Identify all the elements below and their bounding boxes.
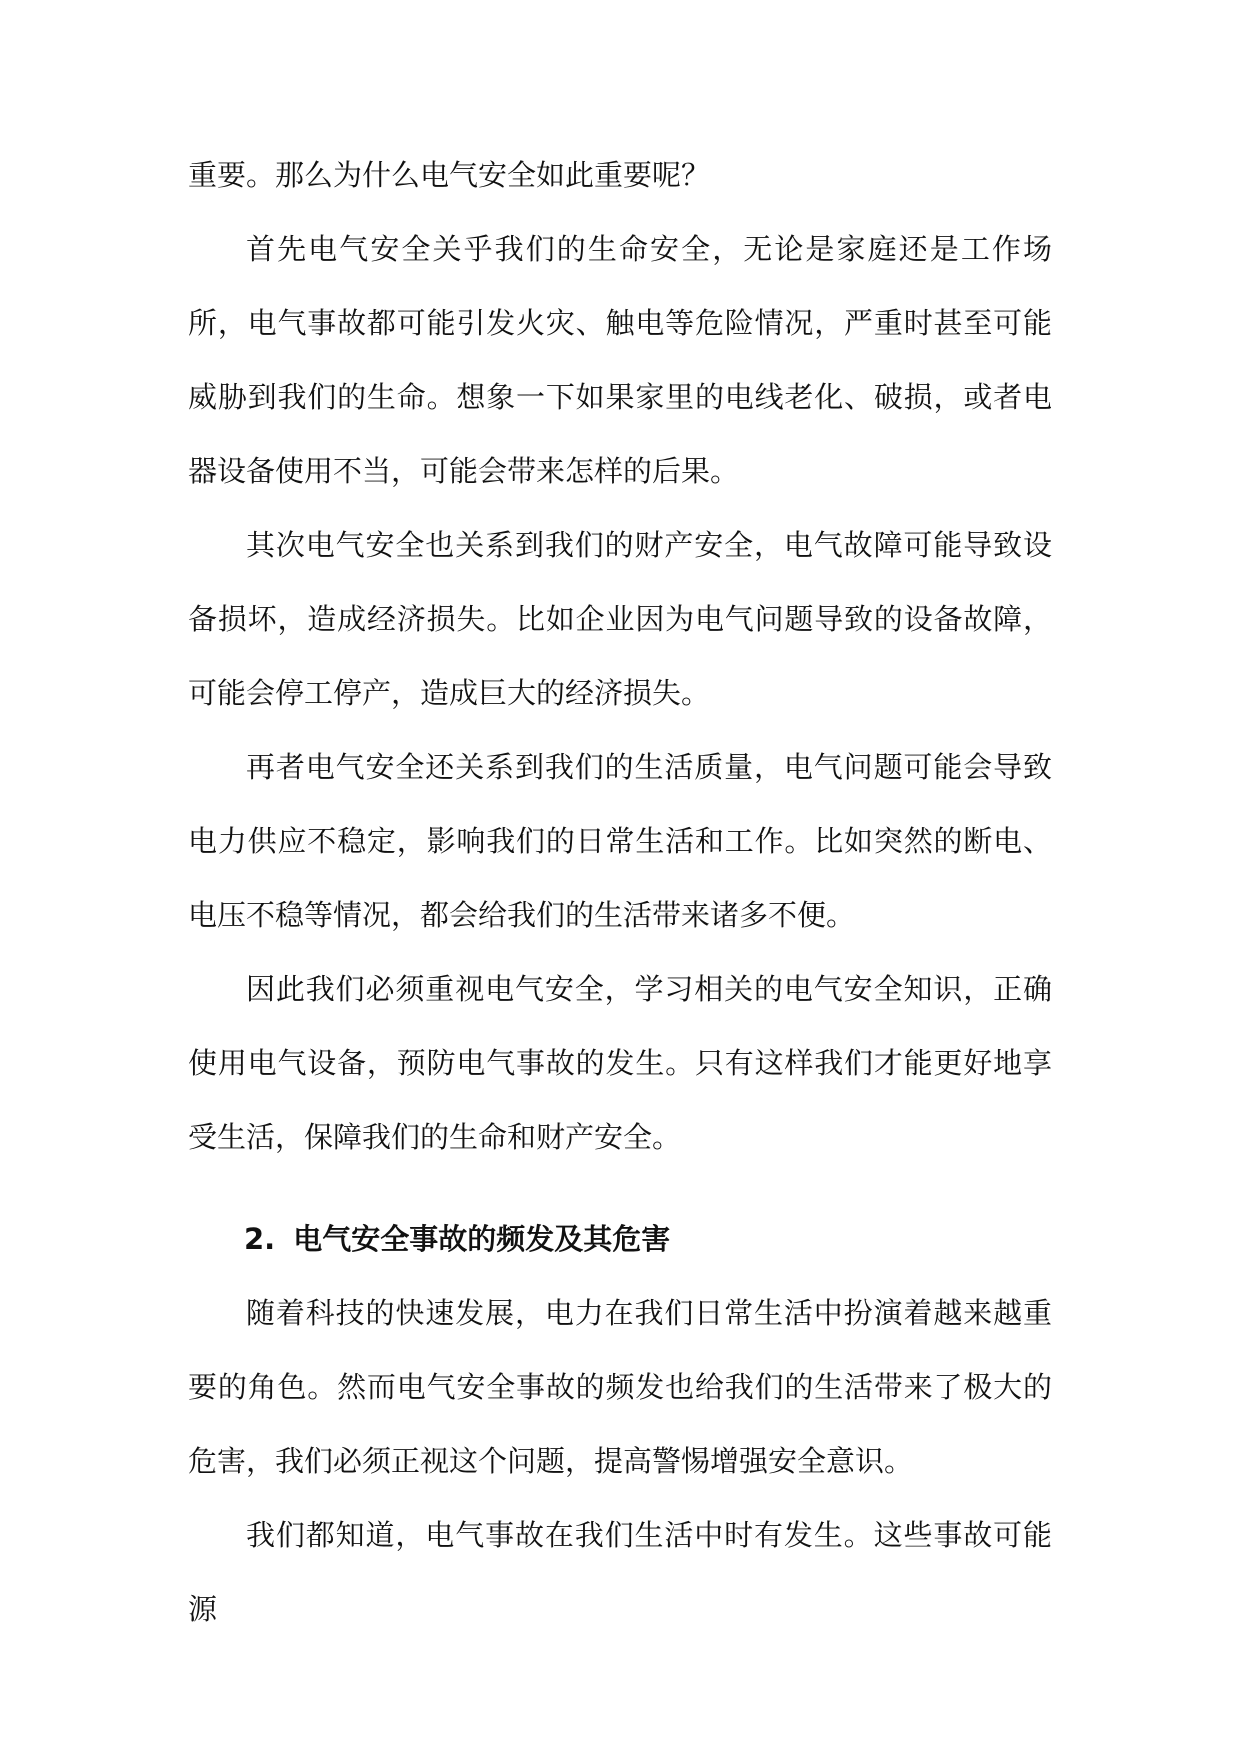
paragraph: 重要。那么为什么电气安全如此重要呢？ — [188, 158, 711, 192]
paragraph: 其次电气安全也关系到我们的财产安全，电气故障可能导致设备损坏，造成经济损失。比如企业因为电气问题导致的设备故障，可能会停工停产，造成巨大的经济损失。 — [188, 528, 1052, 710]
paragraph: 随着科技的快速发展，电力在我们日常生活中扮演着越来越重要的角色。然而电气安全事故的频发也给我们的生活带来了极大的危害，我们必须正视这个问题，提高警惕增强安全意识。 — [188, 1296, 1052, 1478]
section-heading — [188, 1202, 1052, 1276]
paragraph: 因此我们必须重视电气安全，学习相关的电气安全知识，正确使用电气设备，预防电气事故的发生。只有这样我们才能更好地享受生活，保障我们的生命和财产安全。 — [188, 972, 1052, 1154]
paragraph: 我们都知道，电气事故在我们生活中时有发生。这些事故可能源 — [188, 1518, 1052, 1626]
section-title: 电气安全事故的频发及其危害 — [293, 1222, 671, 1256]
section-number: 2. — [244, 1222, 276, 1256]
paragraph: 再者电气安全还关系到我们的生活质量，电气问题可能会导致电力供应不稳定，影响我们的日常生活和工作。比如突然的断电、电压不稳等情况，都会给我们的生活带来诸多不便。 — [188, 750, 1052, 932]
paragraph: 首先电气安全关乎我们的生命安全，无论是家庭还是工作场所，电气事故都可能引发火灾、触电等危险情况，严重时甚至可能威胁到我们的生命。想象一下如果家里的电线老化、破损，或者电器设备使用不当，可能会带来怎样的后果。 — [188, 232, 1052, 488]
document-body — [188, 138, 1052, 1646]
